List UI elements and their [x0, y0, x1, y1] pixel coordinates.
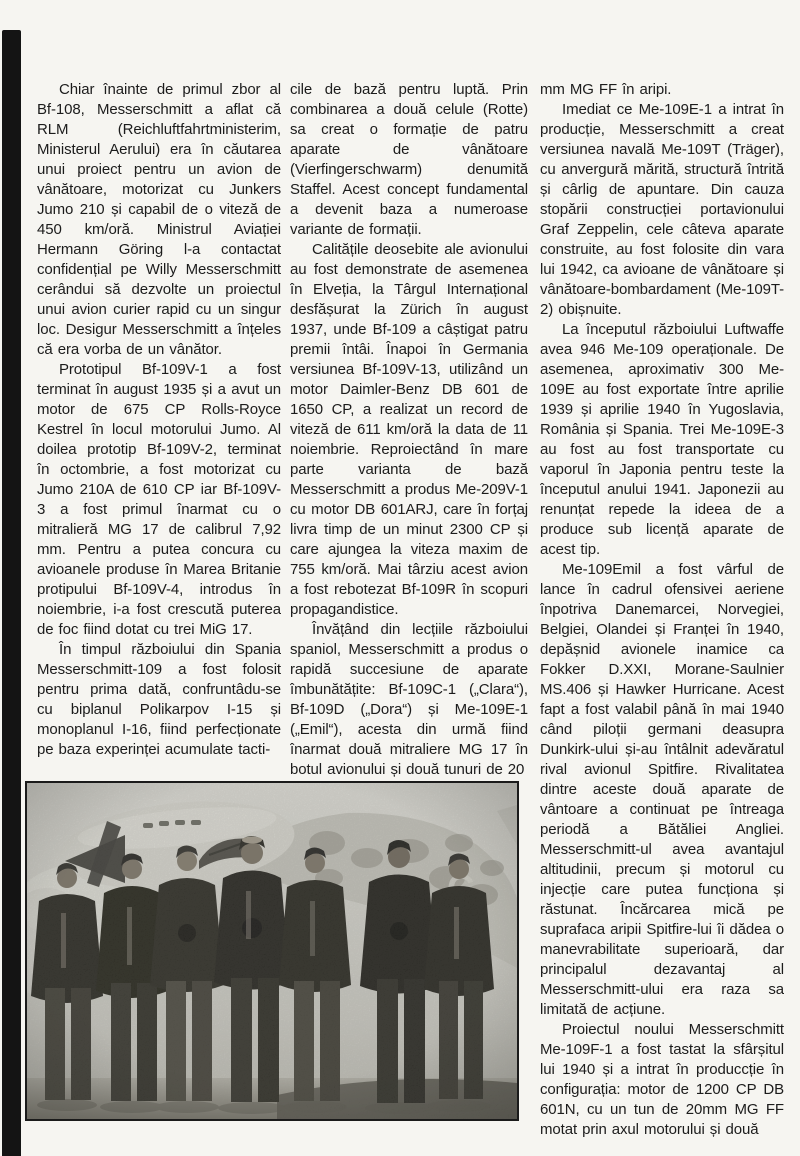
photo-bf109-pilots: [25, 781, 519, 1121]
text-column-3: [540, 80, 784, 1143]
text-column-2: [290, 80, 528, 782]
paragraph: În timpul războiului din Spania Messerschmitt-109 a fost folosit pentru prima dată, confruntâdu-se cu biplanul Polikarpov I-15 și monoplanul I-16, fiind perfecționate pe baza experinței acumulate tacti-: [37, 641, 281, 758]
text-column-1: [37, 80, 281, 782]
photo-grain: [27, 783, 517, 1119]
paragraph: Me-109Emil a fost vârful de lance în cadrul ofensivei aeriene înpotriva Danemarcei, Norvegiei, Belgiei, Olandei și Franței în 1940, depășnid avionele inamice ca Fokker D.XXI, Morane-Saulnier MS.406 și Hawker Hurricane. Acest fapt a fost valabil până în mai 1940 când piloții germani deasupra Dunkirk-ului și-au întâlnit adevăratul rival avionul Spitfire. Rivalitatea dintre aceste două aparate de vântoare a continuat pe întreaga periodă a Bătăliei Angliei. Messerschmitt-ul avea avantajul altitudinii, precum și motorul cu injecție care putea funcționa și răstunat. Încărcarea mică pe suprafaca aripii Spitfire-lui îi dădea o manevrabilitate superioară, dar principalul dezavantaj al Messerschmitt-ului era raza sa limitată de acțiune.: [540, 561, 784, 1018]
paragraph: mm MG FF în aripi.: [540, 81, 672, 98]
paragraph: Învățând din lecțiile războiului spaniol, Messerschmitt a produs o rapidă succesiune de aparate îmbunătățite: Bf-109C-1 („Clara“), Bf-109D („Dora“) și Me-109E-1 („Emil“), acesta din urmă fiind înarmat două mitraliere MG 17 în botul avionului și două tunuri de 20: [290, 621, 528, 778]
paragraph: Proiectul noului Messerschmitt Me-109F-1 a fost tastat la sfârșitul lui 1940 și a intrat în produccție în configurația: motor de 1200 CP DB 601N, cu un tun de 20mm MG FF motat prin axul motorului și două: [540, 1021, 784, 1138]
paragraph: cile de bază pentru luptă. Prin combinarea a două celule (Rotte) sa creat o formație de patru aparate de vânătoare (Vierfingerschwarm) denumită Staffel. Acest concept fundamental a devenit baza a numeroase variante de formații.: [290, 81, 528, 238]
paragraph: Prototipul Bf-109V-1 a fost terminat în august 1935 și a avut un motor de 675 CP Rolls-Royce Kestrel în locul motorului Jumo. Al doilea prototip Bf-109V-2, terminat în octombrie, a fost motorizat cu Jumo 210A de 610 CP iar Bf-109V-3 a fost primul înarmat cu o mitralieră MG 17 de calibrul 7,92 mm. Pentru a putea concura cu avioanele produse în Marea Britanie protipului Bf-109V-4, introdus în noiembrie, i-a fost crescută puterea de foc fiind dotat cu trei MiG 17.: [37, 361, 281, 638]
paragraph: Calitățile deosebite ale avionului au fost demonstrate de asemenea în Elveția, la Târgul Internațional desfășurat la Zürich în august 1937, unde Bf-109 a câștigat patru premii întâi. Înapoi în Germania versiunea Bf-109V-13, utilizând un motor Daimler-Benz DB 601 de 1650 CP, a realizat un record de viteză de 611 km/oră la data de 11 noiembrie. Reproiectând în mare parte varianta de bază Messerschmitt a produs Me-209V-1 cu motor DB 601ARJ, care în forțaj livra timp de un minut 2300 CP și care ajungea la viteza maxim de 755 km/oră. Mai târziu acest avion a fost rebotezat Bf-109R în scopuri propagandistice.: [290, 241, 528, 618]
paragraph: Chiar înainte de primul zbor al Bf-108, Messerschmitt a aflat că RLM (Reichluftfahrtministerim, Ministerul Aerului) era în căutarea unui proiect pentru un avion de vânătoare, motorizat cu Junkers Jumo 210 și capabil de o viteză de 450 km/oră. Ministrul Aviației Hermann Göring l-a contactat confidențial pe Willy Messerschmitt cerândui să dezvolte un proiectul unui avion curier rapid cu un singur loc. Desigur Messerschmitt a înțeles că era vorba de un vânător.: [37, 81, 281, 358]
photo-illustration: [27, 783, 517, 1119]
paragraph: Imediat ce Me-109E-1 a intrat în producție, Messerschmitt a creat versiunea navală Me-109T (Träger), cu anvergură mărită, structură întrită și cârlig de apuntare. Din cauza stopării construcției portavionului Graf Zeppelin, cele câteva aparate construite, au fost folosite din vara lui 1942, ca avioane de vânătoare și vânătoare-bombardament (Me-109T-2) obișnuite.: [540, 101, 784, 318]
scan-gutter-shadow: [2, 30, 21, 1156]
paragraph: La începutul războiului Luftwaffe avea 946 Me-109 operaționale. De asemenea, aproximativ 300 Me-109E au fost exportate între aprilie 1939 și aprilie 1940 în Yugoslavia, România și Spania. Trei Me-109E-3 au fost au fost transportate cu vaporul în Japonia pentru teste la începutul anului 1941. Japonezii au renunțat repede la ideea de a produce sub licență aparate de acest tip.: [540, 321, 784, 558]
